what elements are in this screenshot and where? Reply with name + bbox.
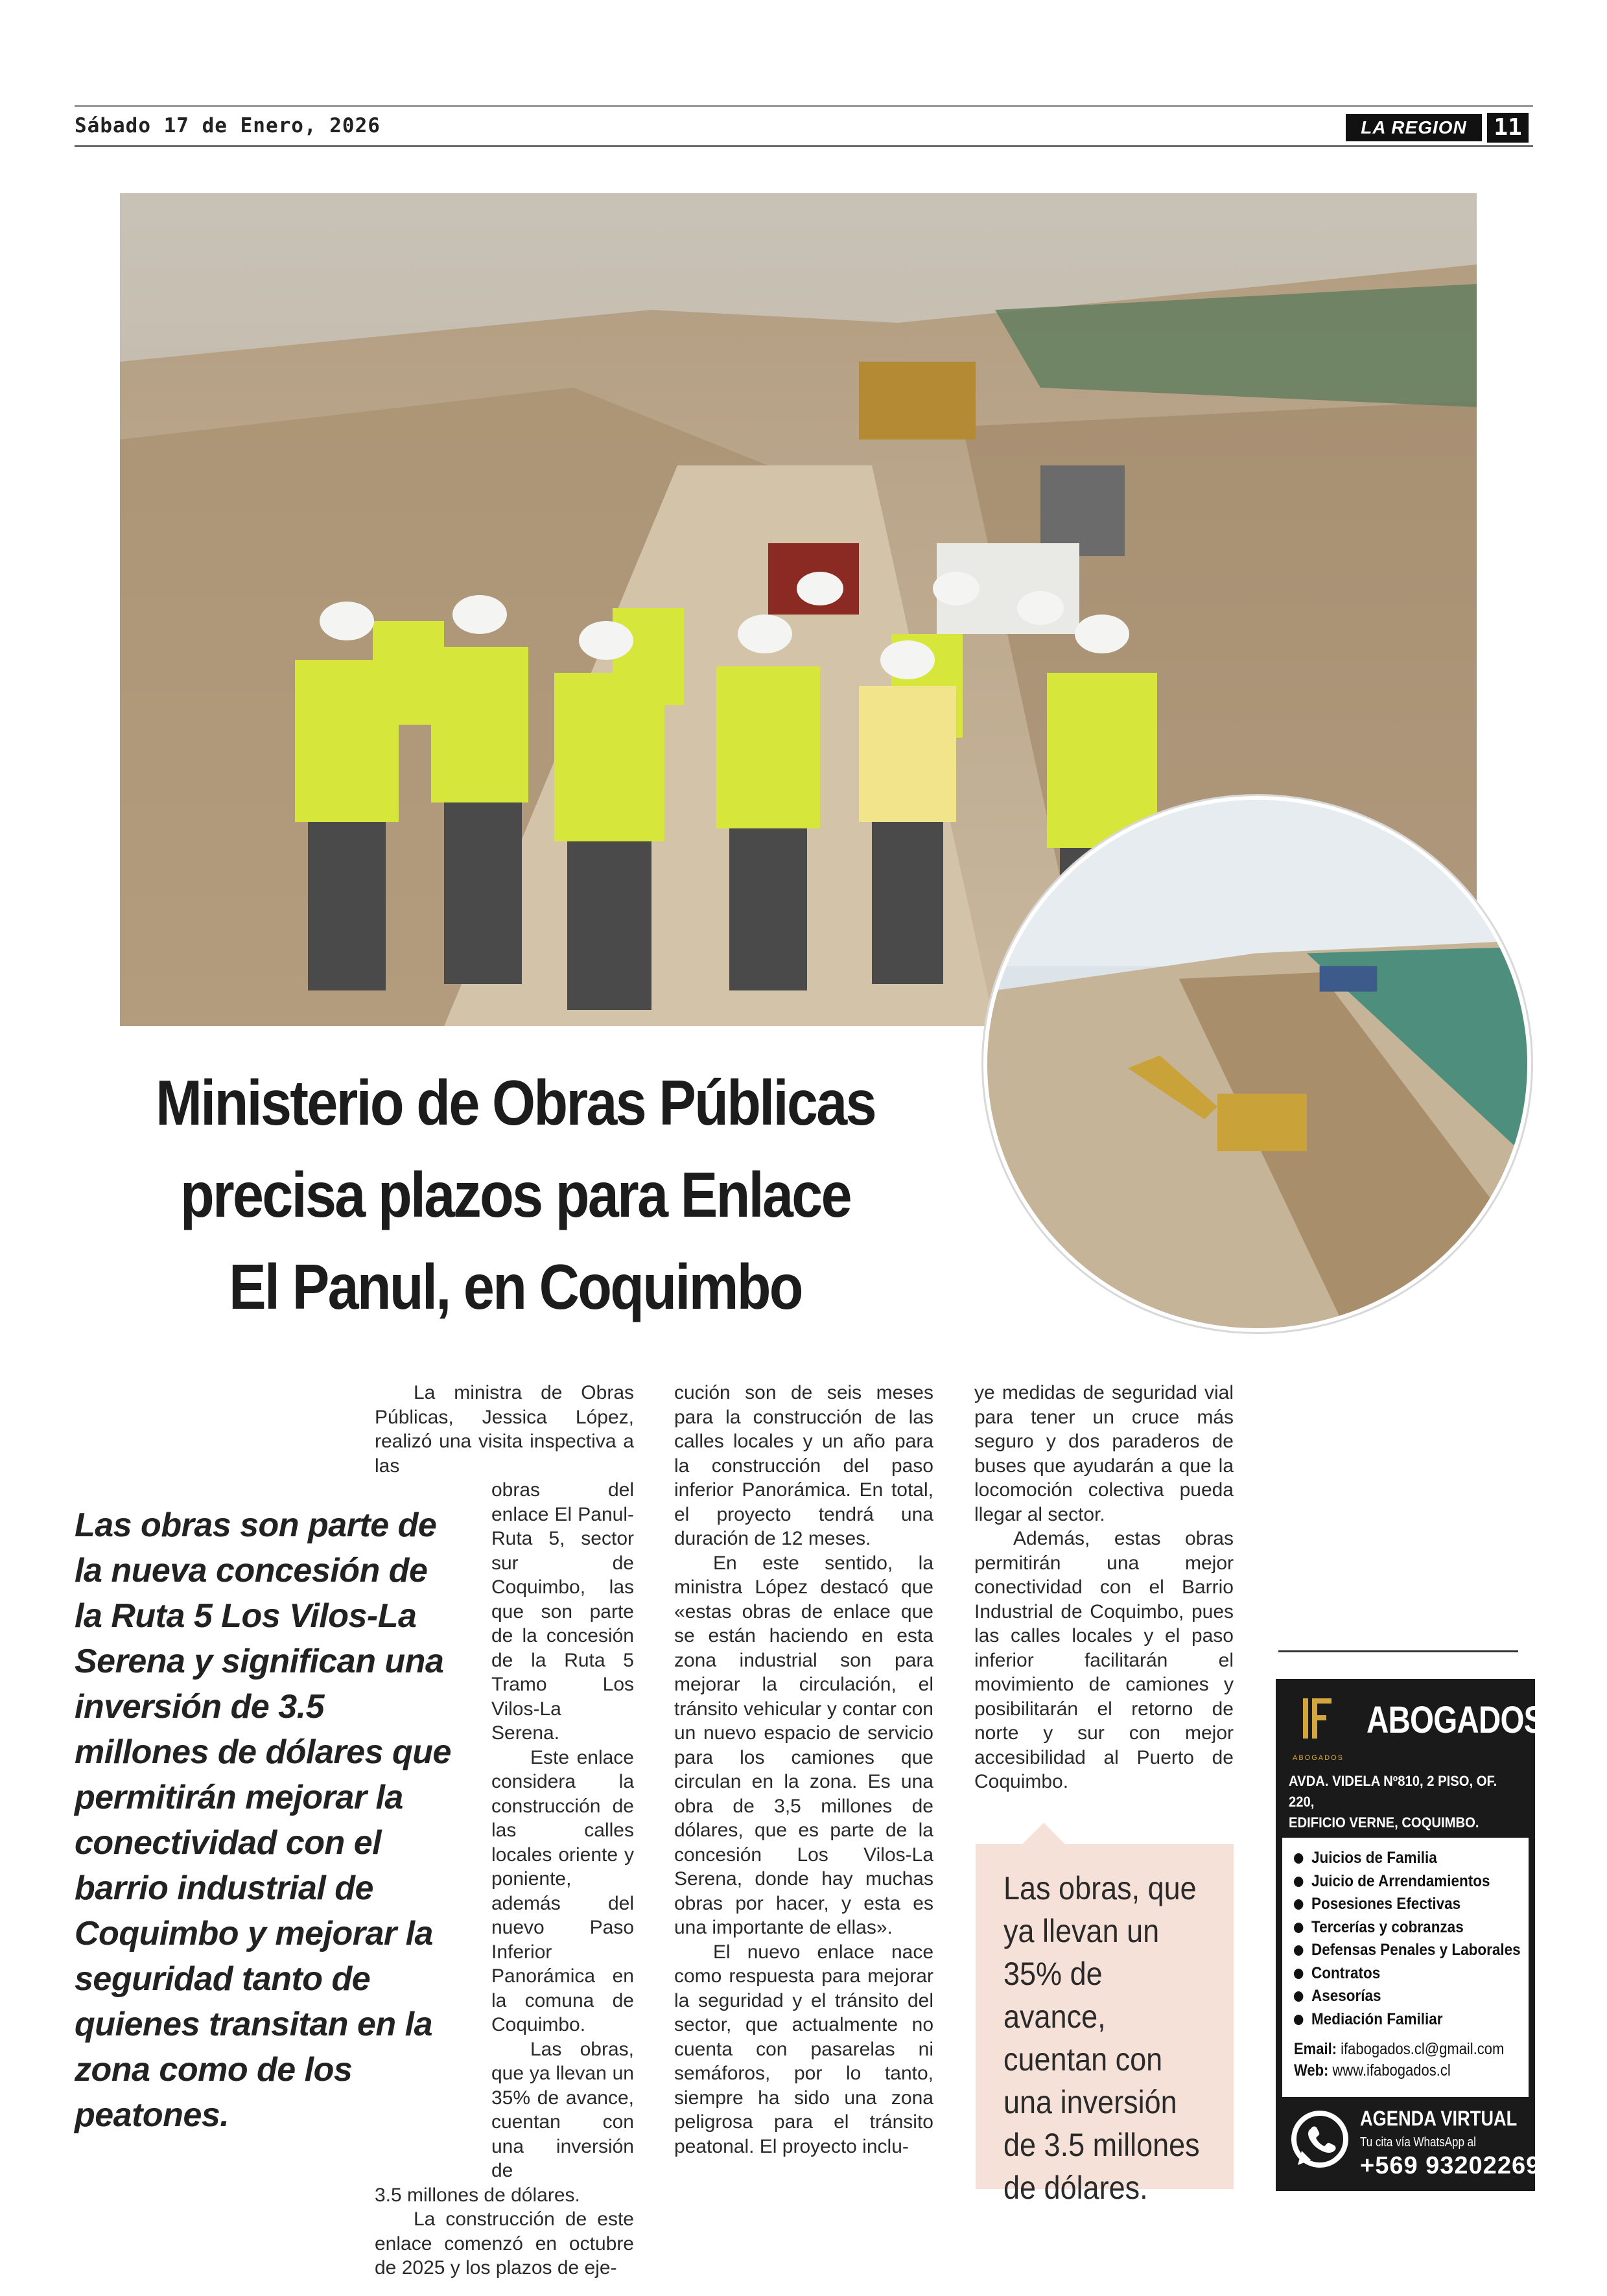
logo-caption: ABOGADOS [1293,1754,1344,1762]
headline-line-2: precisa plazos para Enlace [180,1159,850,1230]
service-item [1294,1870,1521,1893]
service-label: Juicios de Familia [1311,1849,1437,1867]
inset-photo [983,796,1531,1332]
bullet-icon [1294,2015,1303,2025]
service-item [1294,1847,1521,1870]
service-item [1294,2008,1521,2032]
ad-services-panel [1282,1838,1529,2097]
pull-quote-pointer [1022,1823,1066,1845]
body-paragraph: 3.5 millones de dólares. [375,2184,580,2206]
law-firm-ad [1276,1679,1544,2191]
ad-contact [1294,2039,1504,2081]
service-item [1294,1985,1521,2008]
service-item [1294,1962,1521,1986]
headline [147,1057,883,1333]
email-label: Email: [1294,2040,1337,2058]
body-paragraph: cución son de seis meses para la construcción de las calles locales y un año para la construcción del paso inferior Panorámica. En total, el proyecto tendrá una duración de 12 meses. [674,1382,933,1549]
service-item [1294,1939,1521,1962]
body-paragraph: ye medidas de seguridad vial para tener un cruce más seguro y dos paraderos de buses que ayudarán a que la locomoción colectiva pueda llegar al sector. [974,1382,1234,1525]
service-label: Mediación Familiar [1311,2009,1443,2028]
bullet-icon [1294,1853,1303,1864]
ad-title: ABOGADOS [1367,1699,1544,1741]
body-paragraph: Las obras, que ya llevan un 35% de avance, cuentan con una inversión de [491,2038,634,2181]
bullet-icon [1294,1969,1303,1979]
whatsapp-icon [1285,2105,1355,2175]
service-label: Contratos [1311,1963,1381,1982]
ad-address [1289,1771,1509,1833]
services-list [1294,1847,1546,2031]
service-label: Posesiones Efectivas [1311,1895,1461,1913]
service-label: Asesorías [1311,1987,1381,2005]
bullet-icon [1294,1991,1303,2002]
body-paragraph: En este sentido, la ministra López destacó que «estas obras de enlace que se están haciendo en esta zona industrial son para mejorar la circulación, el tránsito vehicular y contar con un nuevo espacio de servicio para los camiones que circulan en la zona. Es una obra de 3,5 millones de dólares, que es parte de la concesión Los Vilos-La Serena, donde hay muchas obras por hacer, y esta es una importante de ellas». [674,1552,933,1938]
body-paragraph: Además, estas obras permitirán una mejor conectividad con el Barrio Industrial de Coquimbo, pues las calles locales y el paso inferior facilitarán el movimiento de camiones y posibilitarán el retorno de norte y sur con mejor accesibilidad al Puerto de Coquimbo. [974,1528,1234,1792]
body-paragraph: La construcción de este enlace comenzó en octubre de 2025 y los plazos de eje- [375,2208,634,2278]
law-firm-logo [1289,1694,1344,1762]
web-value: www.ifabogados.cl [1332,2061,1451,2079]
bullet-icon [1294,1877,1303,1887]
bullet-icon [1294,1923,1303,1933]
headline-line-1: Ministerio de Obras Públicas [156,1067,875,1138]
web-label: Web: [1294,2061,1329,2079]
ad-phone: +569 93202269 [1360,2152,1541,2179]
body-column-3 [974,1381,1234,1794]
address-line: AVDA. VIDELA Nº810, 2 PISO, OF. 220, [1289,1773,1497,1810]
service-label: Defensas Penales y Laborales [1311,1941,1521,1959]
header-rule-bottom [75,145,1533,147]
bullet-icon [1294,1945,1303,1956]
ad-rule [1278,1650,1518,1652]
body-paragraph: La ministra de Obras Públicas, Jessica López, realizó una visita inspectiva a las [375,1382,634,1477]
body-column-2 [674,1381,933,2159]
pull-quote-text: Las obras, que ya llevan un 35% de avance, cuentan con una inversión de 3.5 millones de dólares. [1003,1870,1200,2206]
service-label: Juicio de Arrendamientos [1311,1871,1490,1890]
whatsapp-caption: Tu cita vía WhatsApp al [1360,2135,1476,2150]
email-value: ifabogados.cl@gmail.com [1341,2040,1505,2058]
service-label: Tercerías y cobranzas [1311,1917,1464,1936]
headline-line-3: El Panul, en Coquimbo [229,1251,802,1322]
body-paragraph: El nuevo enlace nace como respuesta para mejorar la seguridad y el tránsito del sector, que actualmente no cuenta con pasarelas ni semáforos, por lo tanto, siempre ha sido una zona peligrosa para el tránsito peatonal. El proyecto inclu- [674,1941,933,2157]
bullet-icon [1294,1899,1303,1910]
address-line: EDIFICIO VERNE, COQUIMBO. [1289,1814,1479,1831]
lead-paragraph: Las obras son parte de la nueva concesión de la Ruta 5 Los Vilos-La Serena y significan una inversión de 3.5 millones de dólares que permitirán mejorar la conectividad con el barrio industrial de Coquimbo y mejorar la seguridad tanto de quienes transitan en la zona como de los peatones. [75,1506,451,2134]
issue-date: Sábado 17 de Enero, 2026 [75,114,381,137]
newspaper-brand: LA REGION [1346,114,1482,141]
body-paragraph: Este enlace considera la construcción de las calles locales oriente y poniente, además del nuevo Paso Inferior Panorámica en la comuna de Coquimbo. [491,1746,634,2035]
body-paragraph: obras del enlace El Panul-Ruta 5, sector sur de Coquimbo, las que son parte de la concesión de la Ruta 5 Tramo Los Vilos-La Serena. [491,1479,634,1744]
body-column-1 [375,1381,634,2280]
agenda-label: AGENDA VIRTUAL [1360,2107,1518,2130]
service-item [1294,1916,1521,1939]
header-rule-top [75,105,1533,107]
page-number: 11 [1487,113,1529,143]
service-item [1294,1893,1521,1916]
